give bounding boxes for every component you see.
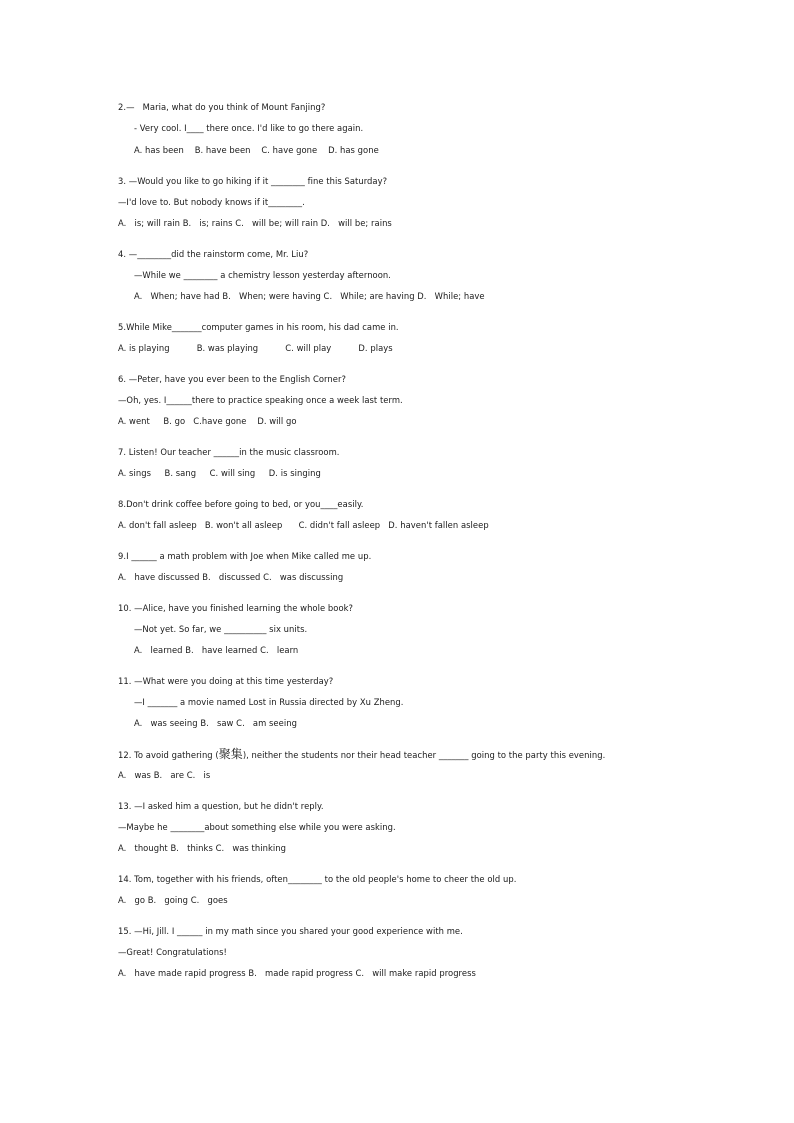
- question-13-options: A. thought B. thinks C. was thinking: [118, 843, 286, 853]
- question-12-stem-part-1: 12. To avoid gathering (: [118, 750, 219, 760]
- question-10-stem: 10. —Alice, have you finished learning the whole book?: [118, 603, 354, 613]
- question-11-stem: 11. —What were you doing at this time yesterday?: [118, 676, 334, 686]
- question-2-options: A. has been B. have been C. have gone D. has gone: [134, 145, 379, 155]
- question-6-stem: 6. —Peter, have you ever been to the English Corner?: [118, 374, 346, 384]
- question-13-stem: 13. —I asked him a question, but he didn't reply.: [118, 801, 324, 811]
- question-2-dialog: - Very cool. I____ there once. I'd like to go there again.: [134, 123, 364, 133]
- question-12-stem: [118, 749, 605, 761]
- question-13-dialog: —Maybe he ________about something else while you were asking.: [118, 822, 396, 832]
- question-3-dialog: —I'd love to. But nobody knows if it________.: [118, 197, 305, 207]
- question-14-options: A. go B. going C. goes: [118, 895, 228, 905]
- question-8-stem: 8.Don't drink coffee before going to bed, or you____easily.: [118, 499, 364, 509]
- question-5-stem: 5.While Mike_______computer games in his room, his dad came in.: [118, 322, 399, 332]
- question-6-dialog: —Oh, yes. I______there to practice speaking once a week last term.: [118, 395, 403, 405]
- question-15-dialog: —Great! Congratulations!: [118, 947, 227, 957]
- question-4-dialog: —While we ________ a chemistry lesson yesterday afternoon.: [134, 270, 391, 280]
- question-10-options: A. learned B. have learned C. learn: [134, 645, 299, 655]
- question-4-stem: 4. —________did the rainstorm come, Mr. Liu?: [118, 249, 309, 259]
- question-11-dialog: —I _______ a movie named Lost in Russia directed by Xu Zheng.: [134, 697, 404, 707]
- question-12-stem-part-2: ), neither the students nor their head teacher _______ going to the party this evening.: [242, 750, 606, 760]
- question-2-stem: 2.— Maria, what do you think of Mount Fanjing?: [118, 102, 326, 112]
- question-8-options: A. don't fall asleep B. won't all asleep C. didn't fall asleep D. haven't fallen asleep: [118, 520, 489, 530]
- question-6-options: A. went B. go C.have gone D. will go: [118, 416, 297, 426]
- question-7-stem: 7. Listen! Our teacher ______in the music classroom.: [118, 447, 340, 457]
- question-3-options: A. is; will rain B. is; rains C. will be; will rain D. will be; rains: [118, 218, 392, 228]
- question-4-options: A. When; have had B. When; were having C. While; are having D. While; have: [134, 291, 485, 301]
- question-11-options: A. was seeing B. saw C. am seeing: [134, 718, 297, 728]
- question-12-stem-cjk: 聚集: [218, 747, 243, 761]
- question-15-options: A. have made rapid progress B. made rapid progress C. will make rapid progress: [118, 968, 476, 978]
- question-9-stem: 9.I ______ a math problem with Joe when Mike called me up.: [118, 551, 372, 561]
- question-7-options: A. sings B. sang C. will sing D. is singing: [118, 468, 321, 478]
- question-14-stem: 14. Tom, together with his friends, often________ to the old people's home to cheer the old up.: [118, 874, 517, 884]
- question-3-stem: 3. —Would you like to go hiking if it ________ fine this Saturday?: [118, 176, 388, 186]
- question-12-options: A. was B. are C. is: [118, 770, 211, 780]
- question-15-stem: 15. —Hi, Jill. I ______ in my math since you shared your good experience with me.: [118, 926, 463, 936]
- question-9-options: A. have discussed B. discussed C. was discussing: [118, 572, 344, 582]
- question-5-options: A. is playing B. was playing C. will play D. plays: [118, 343, 393, 353]
- question-10-dialog: —Not yet. So far, we __________ six units.: [134, 624, 308, 634]
